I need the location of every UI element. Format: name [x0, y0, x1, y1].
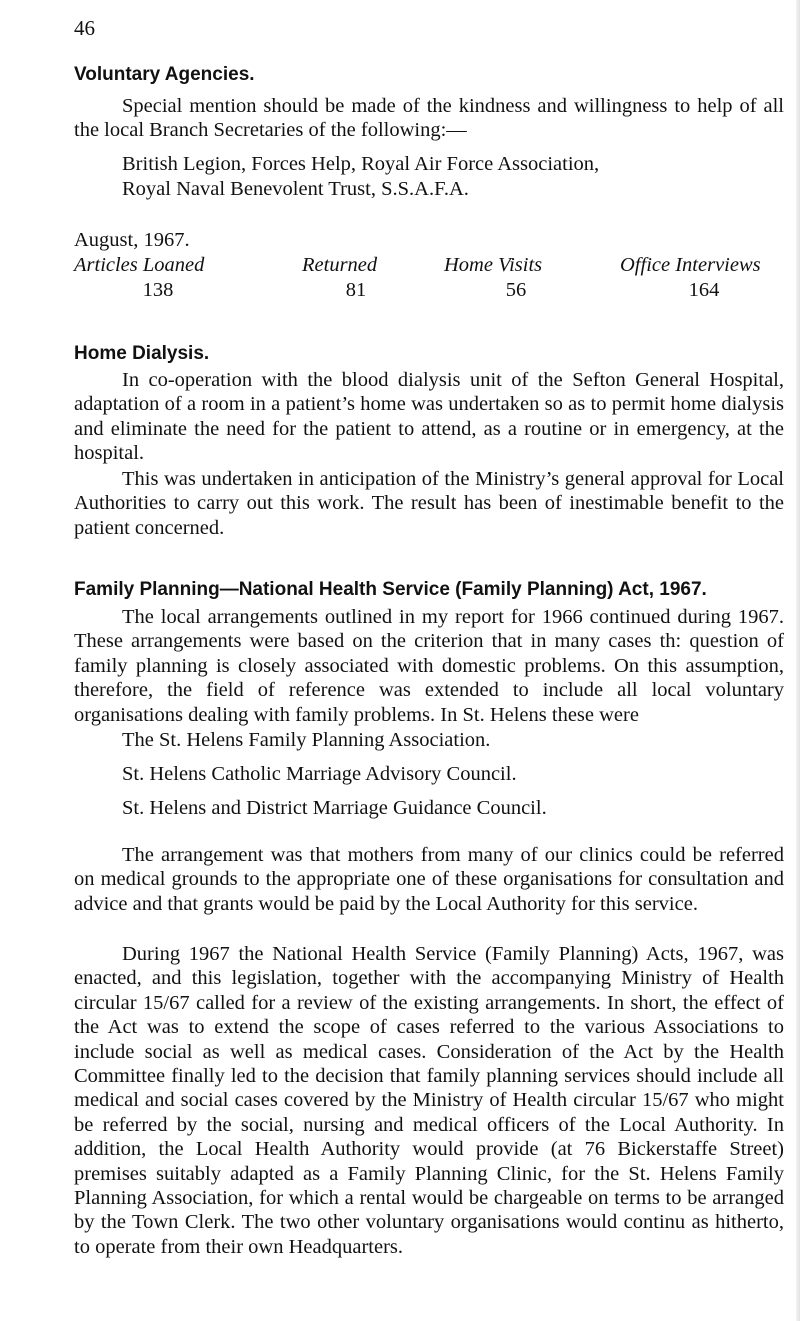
stats-value-articles-loaned: 138	[142, 279, 174, 301]
family-planning-org-1: The St. Helens Family Planning Association.	[122, 729, 491, 751]
organisations-line-1: British Legion, Forces Help, Royal Air Force Association,	[122, 153, 600, 175]
family-planning-paragraph-2: The arrangement was that mothers from many of our clinics could be referred on medical grounds to the appropriate one of these organisations for consultation and advice and that grants would be paid by the Local Authority for this service.	[74, 844, 784, 915]
stats-label-articles-loaned: Articles Loaned	[74, 254, 205, 276]
stats-label-returned: Returned	[302, 254, 378, 276]
home-dialysis-paragraph-1: In co-operation with the blood dialysis unit of the Sefton General Hospital, adaptation of a room in a patient’s home was undertaken so as to permit home dialysis and eliminate the need for the patient to attend, as a routine or in emergency, at the hospital.	[74, 369, 784, 465]
home-dialysis-paragraph-2: This was undertaken in anticipation of the Ministry’s general approval for Local Authorities to carry out this work. The result has been of inestimable benefit to the patient concerned.	[74, 468, 784, 539]
organisations-line-2: Royal Naval Benevolent Trust, S.S.A.F.A.	[122, 178, 469, 200]
family-planning-paragraph-1: The local arrangements outlined in my report for 1966 continued during 1967. These arrangements were based on the criterion that in many cases th: question of family planning is closely associated with domestic problems. On this assumption, therefore, the field of reference was extended to include all local voluntary organisations dealing with family problems. In St. Helens these were	[74, 606, 784, 726]
stats-label-home-visits: Home Visits	[444, 254, 543, 276]
family-planning-org-3: St. Helens and District Marriage Guidance Council.	[122, 797, 547, 819]
voluntary-agencies-intro: Special mention should be made of the kindness and willingness to help of all the local Branch Secretaries of the following:—	[74, 95, 784, 142]
voluntary-agencies-heading: Voluntary Agencies.	[74, 64, 255, 85]
home-dialysis-heading: Home Dialysis.	[74, 343, 210, 364]
page-number: 46	[74, 16, 95, 40]
family-planning-paragraph-3: During 1967 the National Health Service (Family Planning) Acts, 1967, was enacted, and this legislation, together with the accompanying Ministry of Health circular 15/67 called for a review of the existing arrangements. In short, the effect of the Act was to extend the scope of cases referred to the various Associations to include social as well as medical cases. Consideration of the Act by the Health Committee finally led to the decision that family planning services should include all medical and social cases covered by the Ministry of Health circular 15/67 who might be referred by the social, nursing and medical officers of the Local Authority. In addition, the Local Health Authority would provide (at 76 Bickerstaffe Street) premises suitably adapted as a Family Planning Clinic, for the St. Helens Family Planning Association, for which a rental would be chargeable on terms to be arranged by the Town Clerk. The two other voluntary organisations would continu as hitherto, to operate from their own Headquarters.	[74, 943, 784, 1258]
stats-value-returned: 81	[345, 279, 367, 301]
stats-value-office-interviews: 164	[688, 279, 720, 301]
stats-value-home-visits: 56	[505, 279, 527, 301]
page-edge-shadow	[796, 0, 800, 1321]
family-planning-heading: Family Planning—National Health Service (Family Planning) Act, 1967.	[74, 579, 707, 600]
family-planning-org-2: St. Helens Catholic Marriage Advisory Council.	[122, 763, 517, 785]
stats-date: August, 1967.	[74, 229, 190, 251]
stats-label-office-interviews: Office Interviews	[620, 254, 761, 276]
